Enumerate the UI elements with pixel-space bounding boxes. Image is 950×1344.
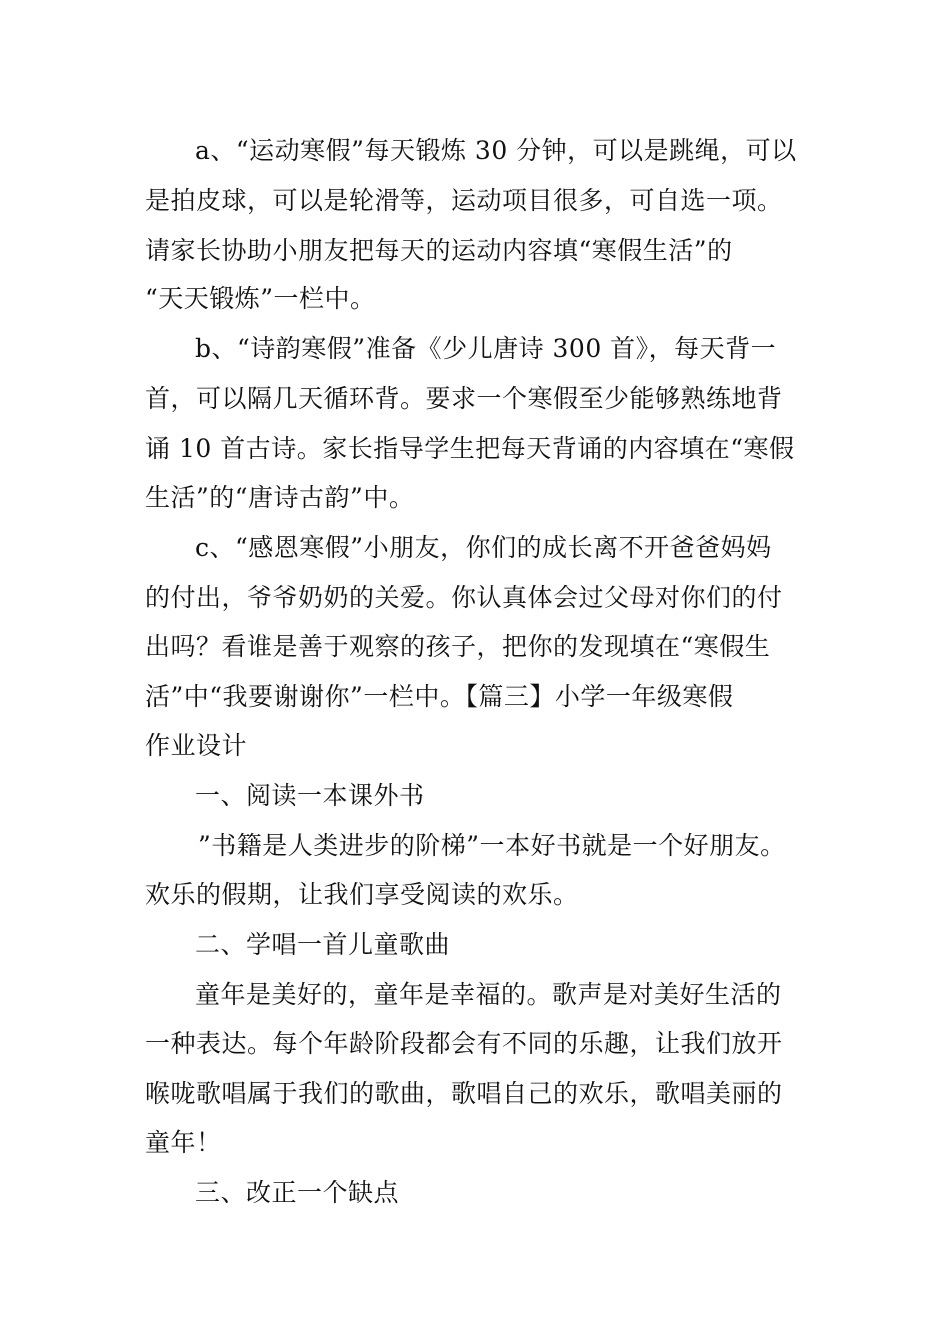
reading-line-1: ”书籍是人类进步的阶梯”一本好书就是一个好朋友。 — [198, 831, 786, 860]
paragraph-a-line-1: a、“运动寒假”每天锻炼 30 分钟，可以是跳绳，可以 — [195, 136, 797, 165]
singing-line-4: 童年！ — [145, 1128, 222, 1157]
paragraph-c-line-4: 活”中“我要谢谢你”一栏中。【篇三】小学一年级寒假 — [145, 682, 734, 711]
paragraph-c-line-2: 的付出，爷爷奶奶的关爱。你认真体会过父母对你们的付 — [145, 583, 783, 612]
section-heading-fault: 三、改正一个缺点 — [195, 1178, 400, 1207]
paragraph-c-line-1: c、“感恩寒假”小朋友，你们的成长离不开爸爸妈妈 — [195, 533, 772, 562]
singing-line-1: 童年是美好的，童年是幸福的。歌声是对美好生活的 — [195, 980, 782, 1009]
paragraph-a-line-3: 请家长协助小朋友把每天的运动内容填“寒假生活”的 — [145, 236, 733, 265]
paragraph-a-line-4: “天天锻炼”一栏中。 — [145, 284, 376, 313]
paragraph-c-line-5: 作业设计 — [145, 731, 248, 760]
singing-line-2: 一种表达。每个年龄阶段都会有不同的乐趣，让我们放开 — [145, 1029, 783, 1058]
section-heading-singing: 二、学唱一首儿童歌曲 — [195, 930, 451, 959]
paragraph-b-line-1: b、“诗韵寒假”准备《少儿唐诗 300 首》，每天背一 — [195, 334, 777, 363]
singing-line-3: 喉咙歌唱属于我们的歌曲，歌唱自己的欢乐，歌唱美丽的 — [145, 1079, 783, 1108]
section-heading-reading: 一、阅读一本课外书 — [195, 781, 425, 810]
paragraph-c-line-3: 出吗？看谁是善于观察的孩子，把你的发现填在“寒假生 — [145, 632, 771, 661]
paragraph-b-line-3: 诵 10 首古诗。家长指导学生把每天背诵的内容填在“寒假 — [145, 434, 795, 463]
paragraph-b-line-2: 首，可以隔几天循环背。要求一个寒假至少能够熟练地背 — [145, 384, 783, 413]
reading-line-2: 欢乐的假期，让我们享受阅读的欢乐。 — [145, 880, 579, 909]
paragraph-a-line-2: 是拍皮球，可以是轮滑等，运动项目很多，可自选一项。 — [145, 186, 783, 215]
paragraph-b-line-4: 生活”的“唐诗古韵”中。 — [145, 483, 415, 512]
